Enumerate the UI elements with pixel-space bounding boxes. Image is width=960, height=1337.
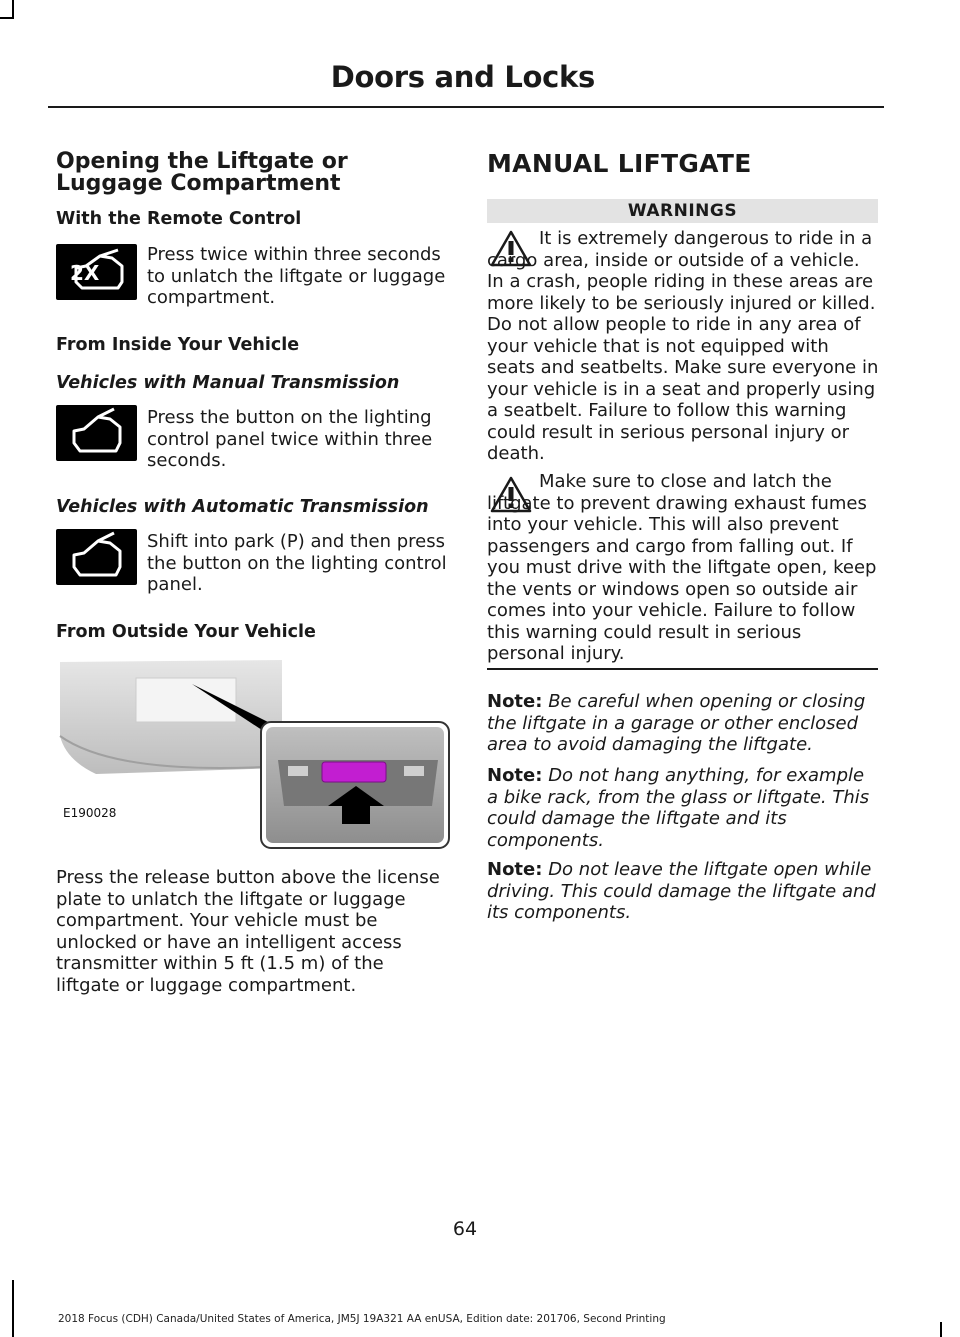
outside-heading: From Outside Your Vehicle: [56, 622, 316, 642]
manual-heading: Vehicles with Manual Transmission: [56, 373, 400, 393]
warning-text-1: It is extremely dangerous to ride in a cargo area, inside or outside of a vehicle. In a crash, people riding in these areas are more likely to be seriously injured or killed. Do not allow people to ride in any area of your vehicle that is not equipped with seats and seatbelts. Make sure everyone in your vehicle is in a seat and properly using a seatbelt. Failure to follow this warning could result in serious personal injury or death.: [487, 228, 879, 464]
note-text: Be careful when opening or closing the liftgate in a garage or other enclosed area to avoid damaging the liftgate.: [487, 691, 866, 755]
note-label: Note:: [487, 691, 543, 712]
remote-icon-label: 2X: [70, 261, 100, 285]
liftgate-open-icon: [56, 244, 137, 300]
automatic-liftgate-icon-box: [56, 529, 137, 585]
manual-liftgate-icon-box: [56, 405, 137, 461]
automatic-heading: Vehicles with Automatic Transmission: [56, 497, 429, 517]
crop-mark: [0, 17, 14, 19]
page-header-title: Doors and Locks: [330, 60, 595, 94]
outside-text: Press the release button above the license plate to unlatch the liftgate or luggage compartment. Your vehicle must be unlocked or have an intelligent access transmitter within 5 ft (1.5 m) of the liftgate or luggage compartment.: [56, 867, 440, 996]
liftgate-button-icon: [56, 405, 137, 461]
note-label: Note:: [487, 859, 543, 880]
remote-heading: With the Remote Control: [56, 209, 302, 229]
warnings-bar: [487, 199, 878, 223]
remote-liftgate-icon-box: [56, 244, 137, 300]
crop-mark: [940, 1322, 942, 1337]
note-text: Do not leave the liftgate open while driving. This could damage the liftgate and its components.: [487, 859, 876, 923]
page-number: 64: [452, 1218, 478, 1240]
warnings-label: WARNINGS: [627, 201, 738, 221]
automatic-text: Shift into park (P) and then press the button on the lighting control panel.: [147, 531, 447, 595]
liftgate-release-figure: [56, 656, 454, 852]
footer-text: 2018 Focus (CDH) Canada/United States of America, JM5J 19A321 AA enUSA, Edition date: 201706, Second Printing: [58, 1313, 666, 1325]
note-1: [487, 691, 879, 756]
crop-mark: [12, 1280, 14, 1337]
crop-mark: [12, 0, 14, 18]
section-heading: Opening the Liftgate or Luggage Compartment: [56, 149, 348, 196]
note-label: Note:: [487, 765, 543, 786]
remote-text: Press twice within three seconds to unlatch the liftgate or luggage compartment.: [147, 244, 446, 308]
header-rule: [48, 106, 884, 108]
manual-liftgate-heading: MANUAL LIFTGATE: [487, 149, 752, 178]
note-3: [487, 859, 879, 924]
manual-text: Press the button on the lighting control panel twice within three seconds.: [147, 407, 433, 471]
inside-heading: From Inside Your Vehicle: [56, 335, 300, 355]
note-text: Do not hang anything, for example a bike rack, from the glass or liftgate. This could damage the liftgate and its components.: [487, 765, 870, 851]
note-2: [487, 765, 879, 851]
figure-label: E190028: [63, 806, 117, 820]
warnings-end-rule: [487, 668, 878, 670]
liftgate-button-icon: [56, 529, 137, 585]
warning-text-2: Make sure to close and latch the liftgate to prevent drawing exhaust fumes into your vehicle. This will also prevent passengers and cargo from falling out. If you must drive with the liftgate open, keep the vents or windows open so outside air comes into your vehicle. Failure to follow this warning could result in serious personal injury.: [487, 471, 877, 664]
